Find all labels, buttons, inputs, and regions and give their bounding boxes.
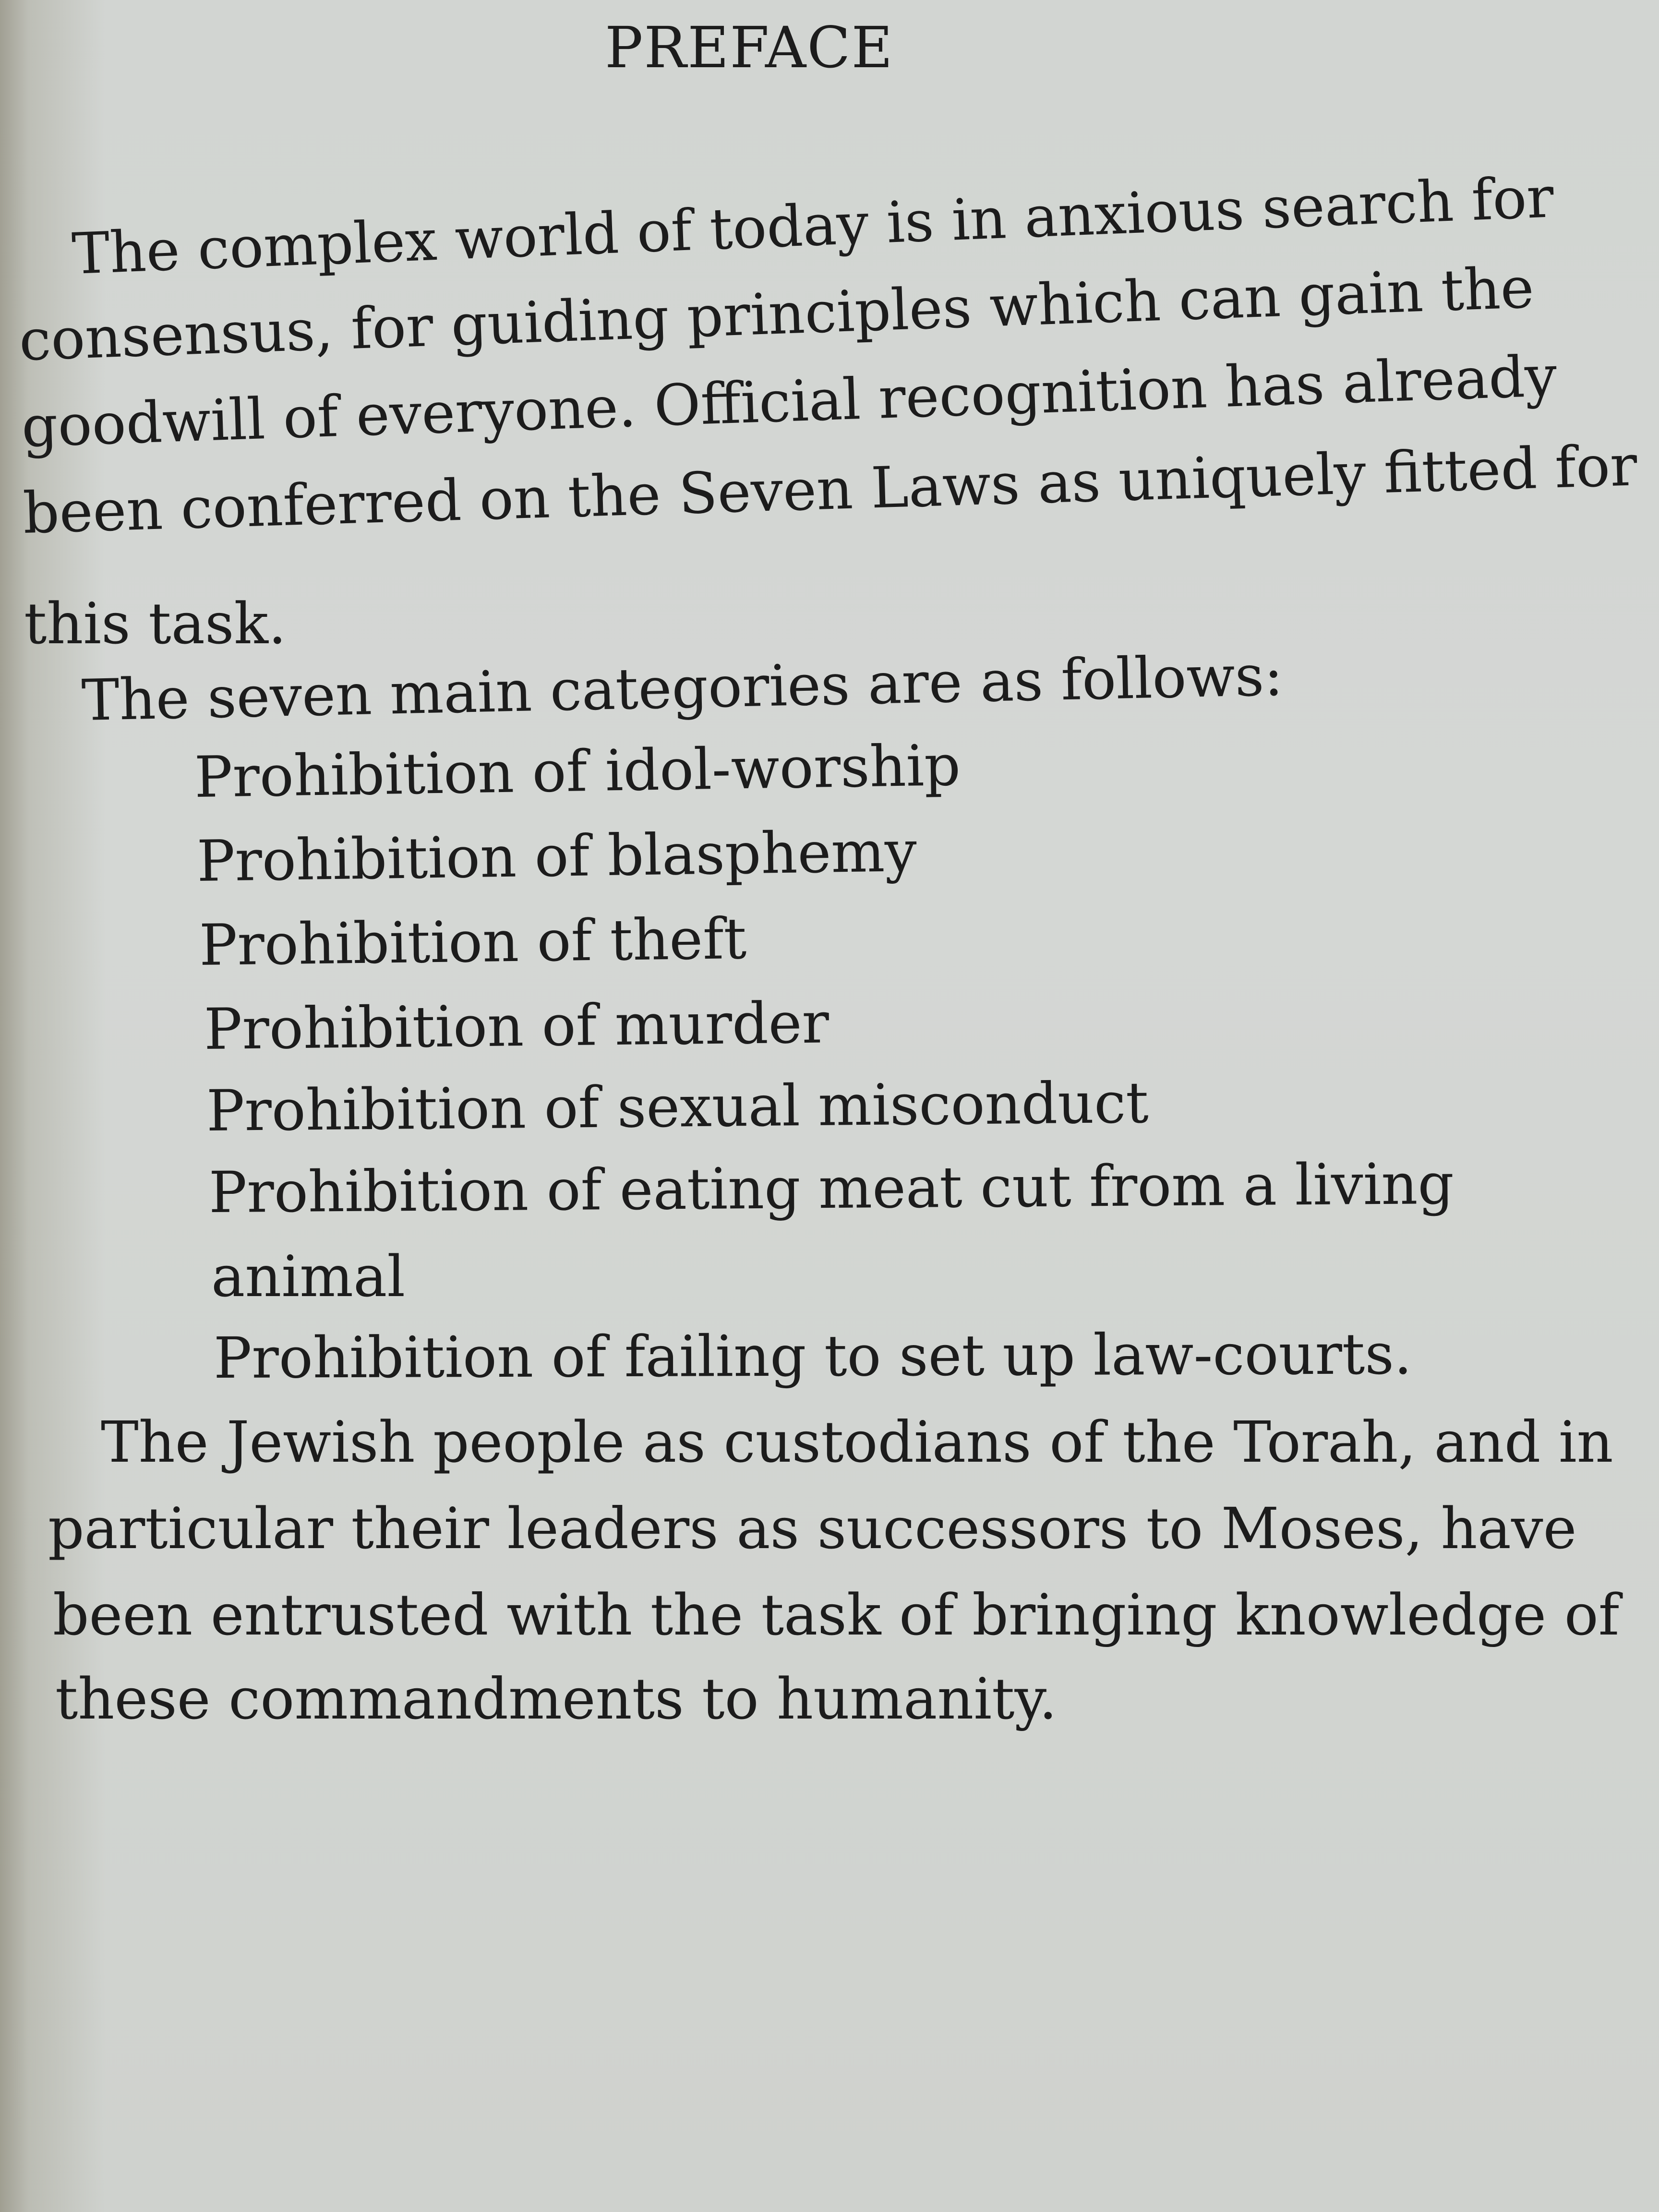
paragraph-2-line-2: particular their leaders as successors to Moses, have [48, 1495, 1577, 1562]
paragraph-1-line-5: this task. [24, 590, 287, 657]
paragraph-2-line-4: these commandments to humanity. [55, 1666, 1058, 1732]
paragraph-1-line-4: been conferred on the Seven Laws as uniquely fitted for [22, 432, 1638, 546]
law-item-7: Prohibition of failing to set up law-courts. [213, 1321, 1412, 1391]
law-item-3: Prohibition of theft [199, 905, 747, 978]
categories-intro: The seven main categories are as follows: [81, 642, 1284, 733]
paragraph-2-line-3: been entrusted with the task of bringing knowledge of [53, 1582, 1620, 1648]
law-item-1: Prohibition of idol-worship [193, 732, 961, 810]
page-heading: PREFACE [605, 14, 894, 81]
law-item-4: Prohibition of murder [204, 989, 830, 1062]
law-item-6: Prohibition of eating meat cut from a living [208, 1150, 1455, 1226]
law-item-5: Prohibition of sexual misconduct [206, 1069, 1149, 1144]
paragraph-1-line-2: consensus, for guiding principles which can gain the [18, 254, 1535, 373]
law-item-6-continuation: animal [211, 1243, 406, 1310]
paragraph-1-line-1: The complex world of today is in anxious search for [71, 164, 1555, 287]
law-item-2: Prohibition of blasphemy [196, 818, 917, 894]
paragraph-1-line-3: goodwill of everyone. Official recognition has already [20, 342, 1558, 460]
paragraph-2-line-1: The Jewish people as custodians of the Torah, and in [101, 1409, 1613, 1475]
